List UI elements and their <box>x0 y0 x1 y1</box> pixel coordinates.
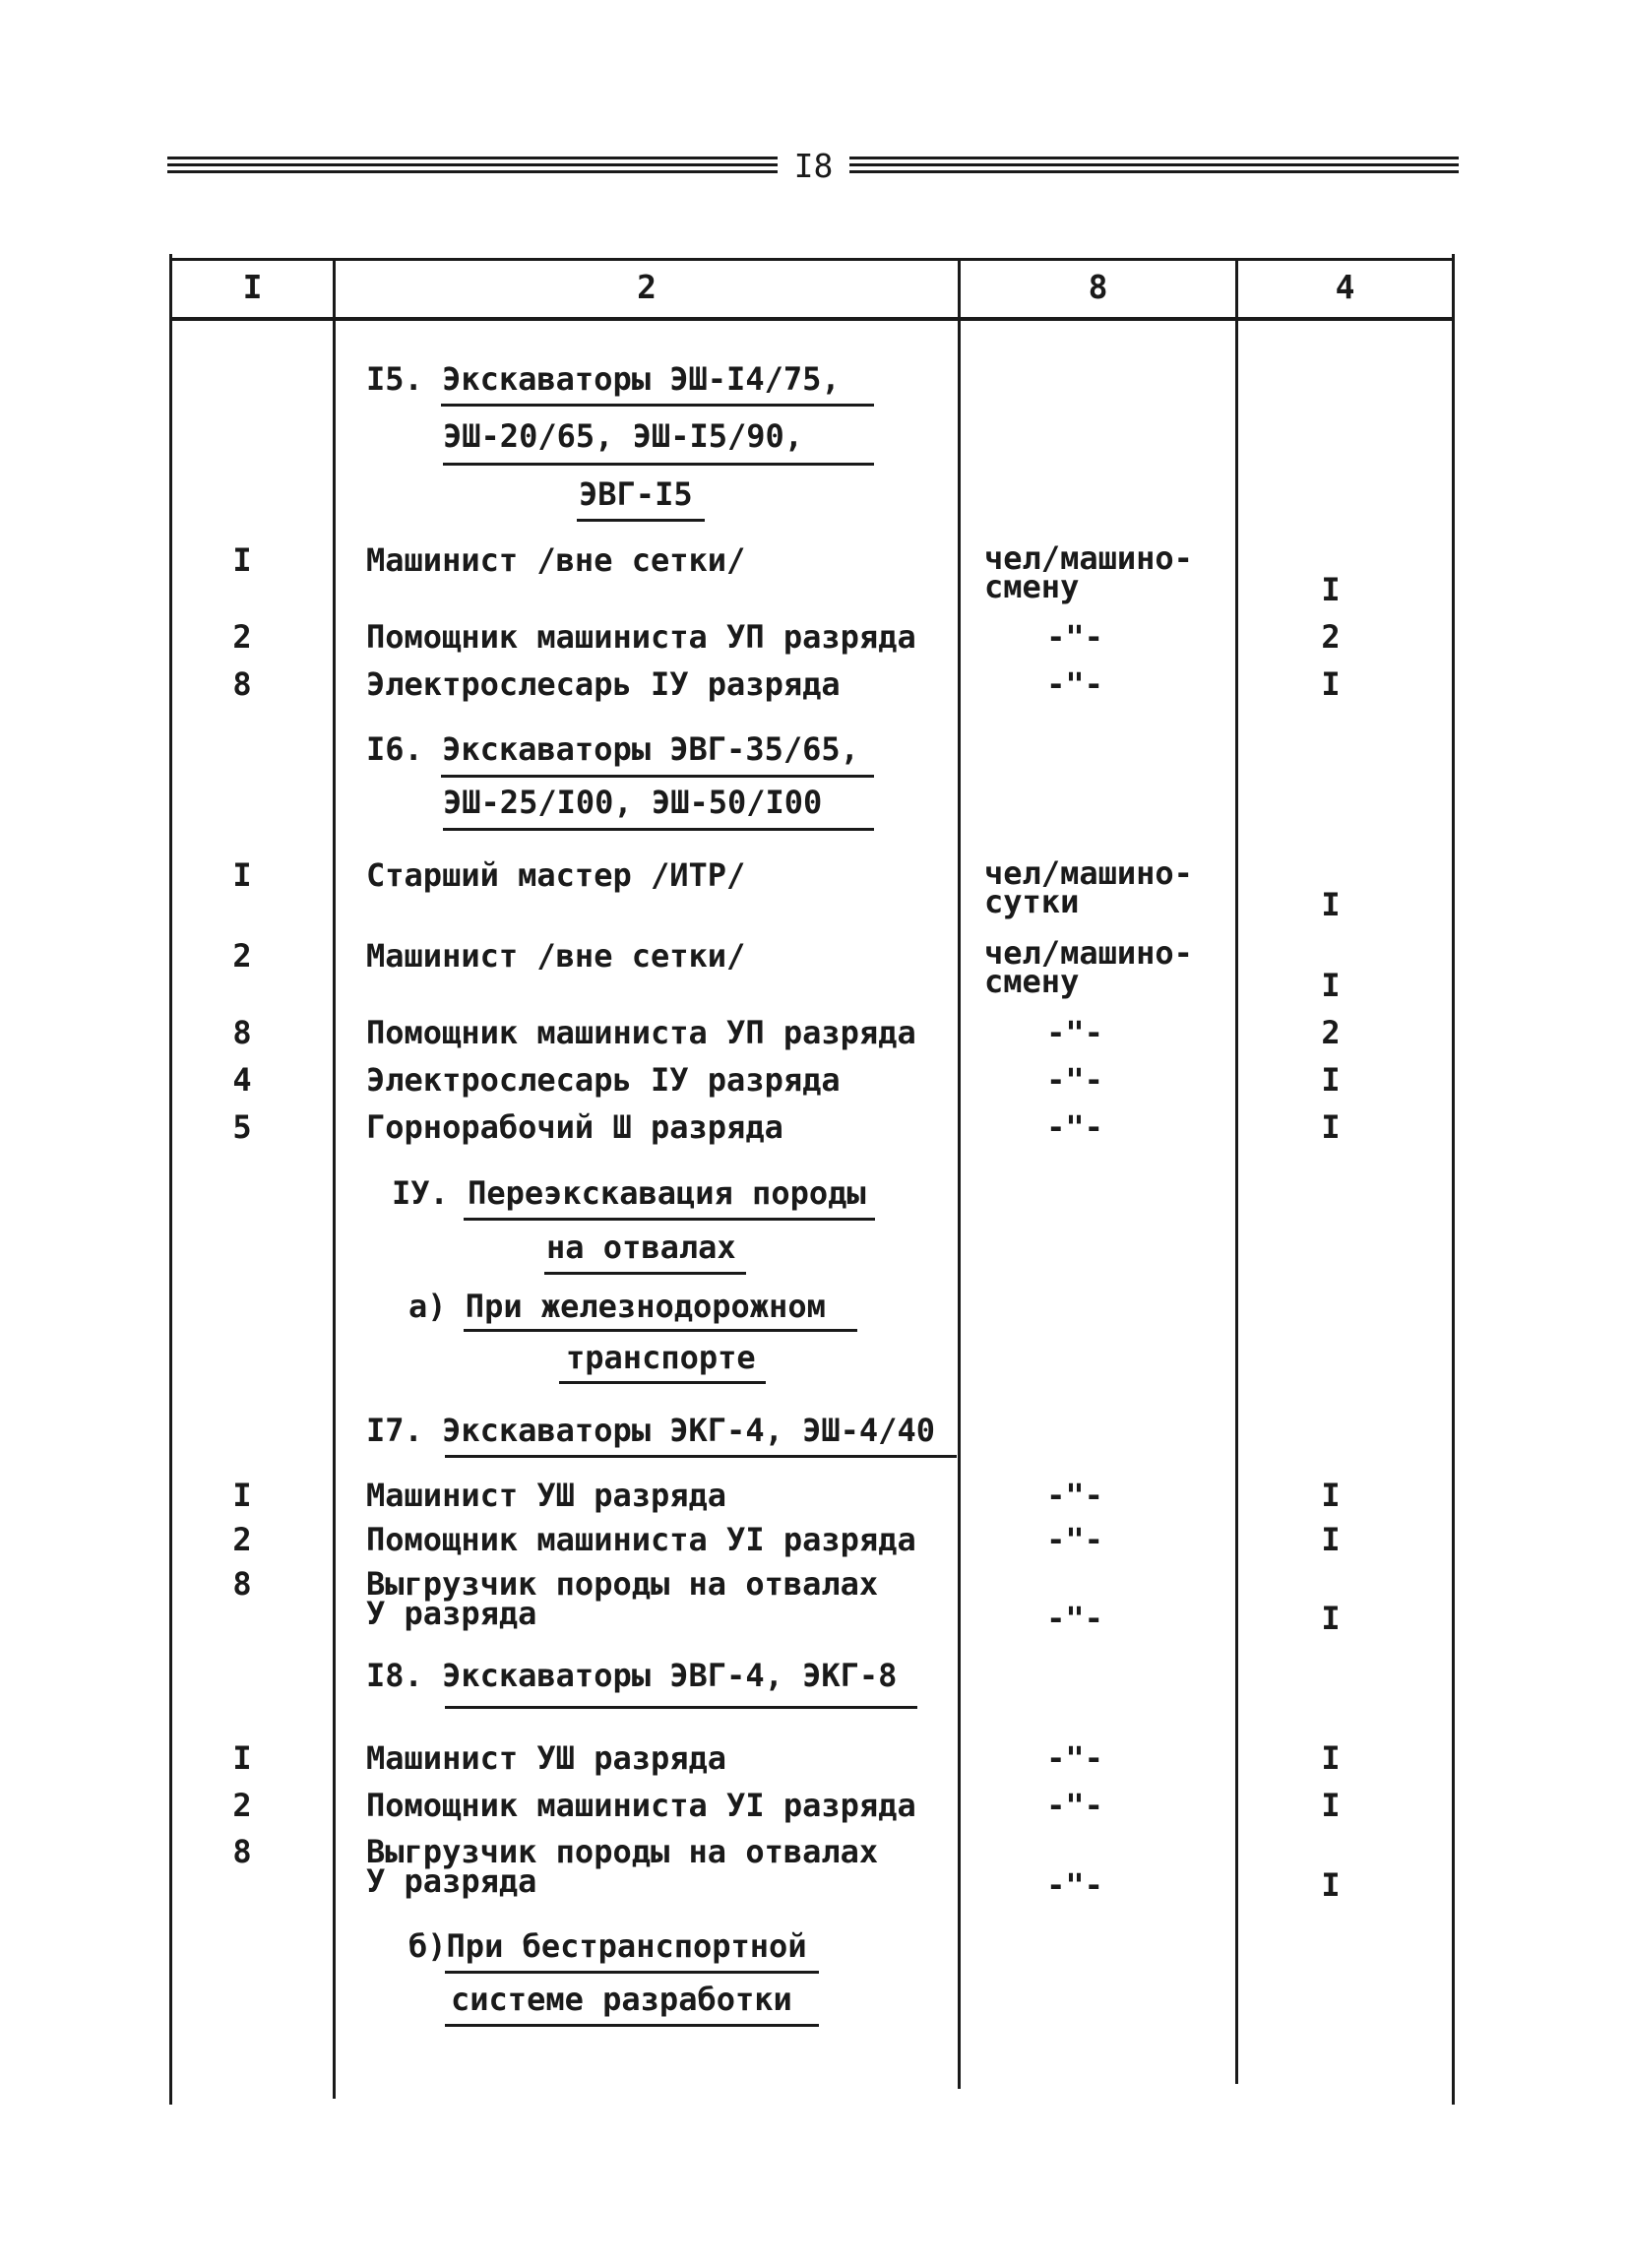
subsection-a-underline-1 <box>464 1329 857 1332</box>
row-quantity: I <box>1321 1108 1341 1146</box>
row-unit: -"- <box>1046 665 1103 703</box>
row-name: Электрослесарь IУ разряда <box>366 1061 841 1099</box>
row-number: I <box>232 856 252 894</box>
row-number: 4 <box>232 1061 252 1099</box>
section-15-underline-2 <box>443 463 874 466</box>
row-name: Выгрузчик породы на отвалах У разряда <box>366 1833 879 1900</box>
column-header-1: I <box>242 268 263 306</box>
row-unit: чел/машино- смену <box>984 539 1193 605</box>
row-unit: -"- <box>1046 1108 1103 1146</box>
row-quantity: I <box>1321 571 1341 608</box>
subsection-b-underline-2 <box>445 2024 819 2027</box>
row-number: I <box>232 541 252 579</box>
section-17-title: I7. Экскаваторы ЭКГ-4, ЭШ-4/40 <box>366 1412 935 1449</box>
section-15-underline-1 <box>441 404 874 407</box>
subsection-a-title-line-2: транспорте <box>566 1339 756 1376</box>
row-number: I <box>232 1739 252 1777</box>
row-unit: -"- <box>1046 1477 1103 1514</box>
row-number: 2 <box>232 937 252 975</box>
section-16-underline-2 <box>443 828 874 831</box>
row-number: 8 <box>232 1014 252 1051</box>
table-col-line-1 <box>169 254 172 2105</box>
row-quantity: I <box>1321 886 1341 923</box>
row-quantity: I <box>1321 1866 1341 1904</box>
row-number: 2 <box>232 618 252 656</box>
row-name: Машинист УШ разряда <box>366 1739 727 1777</box>
row-unit: -"- <box>1046 1739 1103 1777</box>
row-name: Выгрузчик породы на отвалах У разряда <box>366 1565 879 1632</box>
row-unit: -"- <box>1046 1521 1103 1558</box>
subsection-b-underline-1 <box>445 1971 819 1974</box>
row-unit: -"- <box>1046 1600 1103 1637</box>
section-15-title-line-3: ЭВГ-I5 <box>579 475 693 513</box>
section-iv-underline-1 <box>464 1218 875 1221</box>
row-number: 8 <box>232 1833 252 1870</box>
table-col-line-5 <box>1452 254 1455 2105</box>
column-header-2: 2 <box>637 268 657 306</box>
row-name: Помощник машиниста УП разряда <box>366 1014 916 1051</box>
row-name: Машинист /вне сетки/ <box>366 937 746 975</box>
column-header-4: 4 <box>1335 268 1355 306</box>
row-unit: чел/машино- сутки <box>984 854 1193 920</box>
row-quantity: 2 <box>1321 618 1341 656</box>
subsection-b-title-line-1: б)При бестранспортной <box>408 1927 807 1965</box>
row-quantity: I <box>1321 1521 1341 1558</box>
section-16-title-line-2: ЭШ-25/I00, ЭШ-50/I00 <box>443 784 823 821</box>
section-16-title-line-1: I6. Экскаваторы ЭВГ-35/65, <box>366 730 859 768</box>
section-18-underline <box>445 1706 917 1709</box>
row-name: Машинист УШ разряда <box>366 1477 727 1514</box>
row-number: 2 <box>232 1787 252 1824</box>
row-number: I <box>232 1477 252 1514</box>
section-15-title-line-1: I5. Экскаваторы ЭШ-I4/75, <box>366 360 841 398</box>
row-unit: -"- <box>1046 1787 1103 1824</box>
row-unit: -"- <box>1046 1061 1103 1099</box>
row-name: Старший мастер /ИТР/ <box>366 856 746 894</box>
section-15-underline-3 <box>577 519 705 522</box>
row-name: Помощник машиниста УП разряда <box>366 618 916 656</box>
row-unit: -"- <box>1046 1014 1103 1051</box>
row-quantity: I <box>1321 1787 1341 1824</box>
row-unit: -"- <box>1046 1866 1103 1904</box>
row-name: Машинист /вне сетки/ <box>366 541 746 579</box>
subsection-a-underline-2 <box>559 1381 766 1384</box>
header-rule-right <box>849 157 1459 176</box>
row-quantity: I <box>1321 665 1341 703</box>
page-header <box>167 148 1459 187</box>
section-iv-title-line-2: на отвалах <box>546 1228 736 1266</box>
table-col-line-3 <box>958 258 961 2089</box>
row-quantity: I <box>1321 1600 1341 1637</box>
row-number: 8 <box>232 665 252 703</box>
row-number: 2 <box>232 1521 252 1558</box>
table-col-line-4 <box>1235 258 1238 2084</box>
column-header-3: 8 <box>1088 268 1108 306</box>
section-17-underline <box>445 1455 957 1458</box>
section-16-underline-1 <box>441 775 874 778</box>
section-iv-title-line-1: IУ. Переэкскавация породы <box>392 1174 866 1212</box>
header-rule-left <box>167 157 778 176</box>
row-quantity: I <box>1321 1477 1341 1514</box>
row-number: 8 <box>232 1565 252 1603</box>
section-15-title-line-2: ЭШ-20/65, ЭШ-I5/90, <box>443 417 804 455</box>
table-col-line-2 <box>333 258 336 2099</box>
table-header-border <box>169 317 1455 321</box>
row-quantity: 2 <box>1321 1014 1341 1051</box>
page-number: I8 <box>793 147 834 185</box>
subsection-a-title-line-1: а) При железнодорожном <box>408 1288 826 1325</box>
subsection-b-title-line-2: системе разработки <box>451 1981 792 2018</box>
section-iv-underline-2 <box>544 1272 746 1275</box>
row-name: Помощник машиниста УI разряда <box>366 1521 916 1558</box>
row-unit: чел/машино- смену <box>984 934 1193 1000</box>
row-unit: -"- <box>1046 618 1103 656</box>
row-name: Горнорабочий Ш разряда <box>366 1108 783 1146</box>
section-18-title: I8. Экскаваторы ЭВГ-4, ЭКГ-8 <box>366 1657 898 1694</box>
row-number: 5 <box>232 1108 252 1146</box>
row-quantity: I <box>1321 1739 1341 1777</box>
row-name: Помощник машиниста УI разряда <box>366 1787 916 1824</box>
row-quantity: I <box>1321 967 1341 1004</box>
row-quantity: I <box>1321 1061 1341 1099</box>
row-name: Электрослесарь IУ разряда <box>366 665 841 703</box>
